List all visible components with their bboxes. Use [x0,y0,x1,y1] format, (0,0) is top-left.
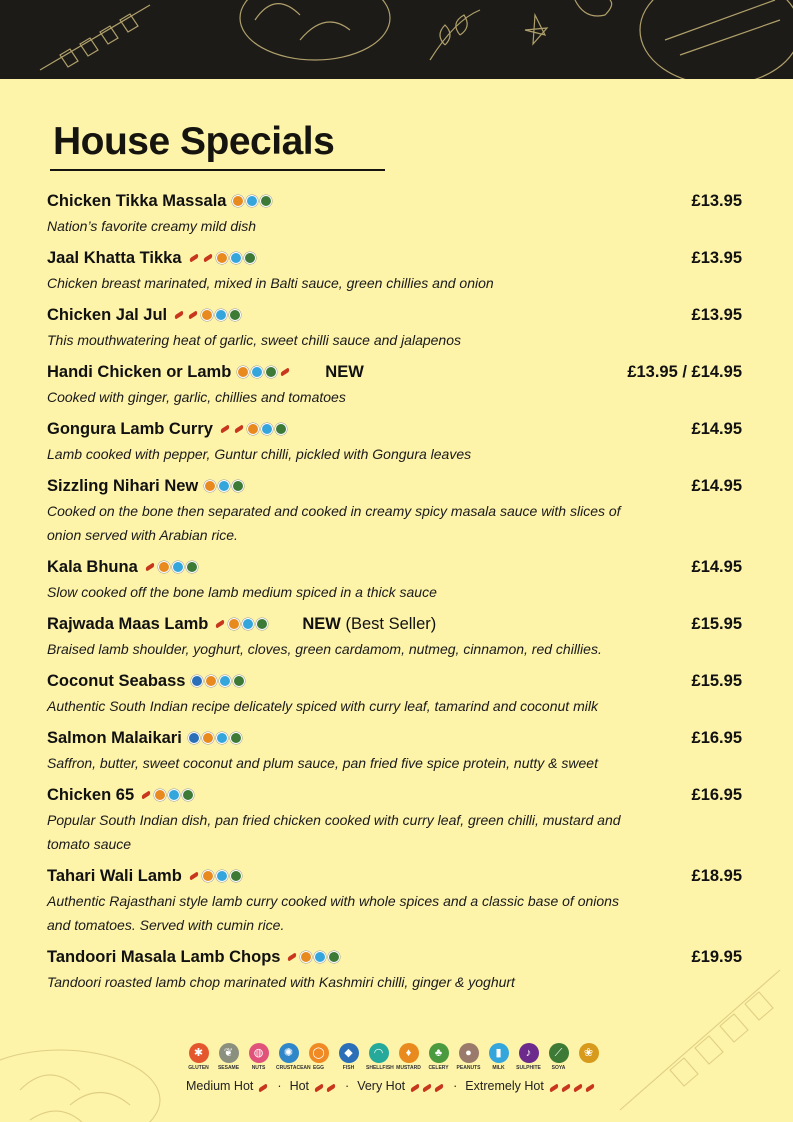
menu-item-price: £19.95 [691,948,742,966]
menu-item-name: Chicken Jal Jul [47,305,168,324]
allergen-icons-row [186,1043,610,1071]
menu-item-price: £15.95 [691,672,742,690]
menu-item-header [47,188,742,214]
soya-icon: ⟋ [549,1043,569,1063]
separator: · [277,1079,282,1093]
sesame-icon: ❦ [219,1043,239,1063]
menu-item-header [47,554,742,580]
chili-icon [314,1084,325,1093]
menu-item [47,359,742,409]
allergen-label: SOYA [551,1065,566,1071]
menu-item-tags [188,252,256,264]
menu-item-description: This mouthwatering heat of garlic, sweet chilli sauce and jalapenos [47,332,462,348]
menu-item-tags [144,561,198,573]
allergen-milk [486,1043,511,1071]
allergen-label: SESAME [217,1065,240,1071]
menu-item [47,302,742,352]
menu-item-price: £13.95 [691,249,742,267]
milk-icon [230,252,242,264]
menu-item-tags [191,675,245,687]
milk-icon [261,423,273,435]
shellfish-icon: ◠ [369,1043,389,1063]
allergen-label: SHELLFISH [366,1065,394,1071]
menu-item-description: Saffron, butter, sweet coconut and plum sauce, pan fried five spice protein, nutty & sweet [47,755,598,771]
separator: · [453,1079,458,1093]
allergen-mustard [396,1043,421,1071]
heat-level-label: Extremely Hot [465,1079,544,1093]
food-illustration-icon [0,0,793,79]
title-underline [50,169,385,171]
mustard-icon: ♦ [399,1043,419,1063]
page-title: House Specials [53,120,335,163]
milk-icon: ▮ [489,1043,509,1063]
allergen-nuts [246,1043,271,1071]
menu-item-price: £14.95 [691,558,742,576]
menu-item [47,863,742,937]
menu-item-tags [140,789,194,801]
chili-icon [188,311,199,320]
menu-item-header [47,725,742,751]
menu-item-description: Chicken breast marinated, mixed in Balti sauce, green chillies and onion [47,275,494,291]
menu-item [47,473,742,547]
new-badge [302,615,436,634]
menu-item-price: £13.95 [691,306,742,324]
soya-icon [275,423,287,435]
allergen-legend [186,1043,610,1093]
menu-item-name: Jaal Khatta Tikka [47,248,182,267]
samosa-illustration-icon [0,1030,170,1122]
menu-item-name: Salmon Malaikari [47,728,182,747]
chili-icon [141,791,152,800]
milk-icon [172,561,184,573]
allergen-label: MILK [492,1065,505,1071]
soya-icon [182,789,194,801]
milk-icon [216,732,228,744]
menu-item-name: Coconut Seabass [47,671,186,690]
egg-icon: ◯ [309,1043,329,1063]
chili-icon [234,425,245,434]
allergen-peanuts [456,1043,481,1071]
menu-item [47,725,742,775]
menu-item-header [47,668,742,694]
menu-item-description: Lamb cooked with pepper, Guntur chilli, pickled with Gongura leaves [47,446,472,462]
mustard-icon [204,480,216,492]
menu-item [47,611,742,661]
menu-item-description: Tandoori roasted lamb chop marinated with Kashmiri chilli, ginger & yoghurt [47,974,515,990]
allergen-label: NUTS [251,1065,266,1071]
allergen-fish [336,1043,361,1071]
milk-icon [218,480,230,492]
chili-icon [572,1084,583,1093]
menu-item [47,416,742,466]
heat-level-label: Hot [289,1079,310,1093]
menu-item [47,188,742,238]
menu-item-tags [204,480,244,492]
mustard-icon [202,732,214,744]
allergen-label: SULPHITE [516,1065,541,1071]
allergen-celery [426,1043,451,1071]
soya-icon [230,870,242,882]
menu-item-description: Cooked with ginger, garlic, chillies and tomatoes [47,389,346,405]
new-badge [325,363,364,382]
heat-level-chilies [257,1079,269,1093]
chili-icon [215,620,226,629]
menu-item-description: Braised lamb shoulder, yoghurt, cloves, green cardamom, nutmeg, cinnamon, red chillies. [47,641,602,657]
crustacean-icon: ✺ [279,1043,299,1063]
menu-item-tags [188,870,242,882]
chili-icon [287,953,298,962]
soya-icon [229,309,241,321]
allergen-shellfish [366,1043,394,1071]
menu-item-header [47,302,742,328]
menu-item-tags [286,951,340,963]
milk-icon [314,951,326,963]
allergen-label: GLUTEN [188,1065,209,1071]
mustard-icon [237,366,249,378]
menu-item-name: Sizzling Nihari New [47,476,199,495]
heat-level-label: Very Hot [357,1079,406,1093]
header-banner [0,0,793,79]
menu-item-tags [237,366,291,378]
menu-item-name: Handi Chicken or Lamb [47,362,232,381]
menu-item-header [47,245,742,271]
soya-icon [233,675,245,687]
menu-item-header [47,473,742,499]
allergen-label: CELERY [428,1065,449,1071]
mustard-icon [201,309,213,321]
nuts-icon: ◍ [249,1043,269,1063]
allergen-egg [306,1043,331,1071]
milk-icon [251,366,263,378]
heat-level-label: Medium Hot [186,1079,254,1093]
menu-item-price: £16.95 [691,729,742,747]
mustard-icon [216,252,228,264]
allergen-gluten [186,1043,211,1071]
chili-icon [434,1084,445,1093]
menu-item-name: Rajwada Maas Lamb [47,614,209,633]
heat-level-chilies [548,1079,596,1093]
gluten-icon: ✱ [189,1043,209,1063]
menu-item-tags [232,195,272,207]
milk-icon [215,309,227,321]
menu-item-price: £14.95 [691,420,742,438]
allergen-label: CRUSTACEAN [276,1065,311,1071]
soya-icon [244,252,256,264]
menu-item-description: Popular South Indian dish, pan fried chicken cooked with curry leaf, green chilli, mustard and tomato sauce [47,812,621,852]
menu-item-description: Slow cooked off the bone lamb medium spiced in a thick sauce [47,584,437,600]
mustard-icon [158,561,170,573]
menu-item-tags [219,423,287,435]
chili-icon [220,425,231,434]
menu-item-price: £14.95 [691,477,742,495]
allergen-crustacean [276,1043,311,1071]
fish-icon: ◆ [339,1043,359,1063]
milk-icon [242,618,254,630]
heat-level-chilies [409,1079,445,1093]
chili-icon [202,254,213,263]
peanuts-icon: ● [459,1043,479,1063]
new-label: NEW [325,362,364,381]
mustard-icon [232,195,244,207]
new-note: (Best Seller) [340,614,437,633]
milk-icon [219,675,231,687]
menu-item-header [47,863,742,889]
mustard-icon [154,789,166,801]
soya-icon [265,366,277,378]
menu-item [47,554,742,604]
chili-icon [326,1084,337,1093]
allergen-label: EGG [312,1065,325,1071]
menu-item-description: Authentic Rajasthani style lamb curry cooked with whole spices and a classic base of onions and tomatoes. Served with cumin rice. [47,893,619,933]
skewer-illustration-icon [600,960,793,1122]
allergen-sulphite [516,1043,541,1071]
lupin-icon: ❀ [579,1043,599,1063]
allergen-lupin [576,1043,601,1071]
soya-icon [232,480,244,492]
menu-item-description: Cooked on the bone then separated and cooked in creamy spicy masala sauce with slices of onion served with Arabian rice. [47,503,621,543]
celery-icon: ♣ [429,1043,449,1063]
sulphite-icon: ♪ [519,1043,539,1063]
fish-icon [188,732,200,744]
menu-item-header [47,416,742,442]
menu-item-tags [188,732,242,744]
menu-item-header [47,611,742,637]
menu-item-name: Chicken 65 [47,785,135,804]
allergen-label: MUSTARD [396,1065,421,1071]
soya-icon [186,561,198,573]
menu-item [47,782,742,856]
menu-item-header [47,359,742,385]
allergen-soya [546,1043,571,1071]
allergen-label: PEANUTS [456,1065,481,1071]
menu-item-tags [214,618,268,630]
milk-icon [246,195,258,207]
menu-item-header [47,782,742,808]
menu-item-description: Nation’s favorite creamy mild dish [47,218,257,234]
milk-icon [168,789,180,801]
new-label: NEW [302,614,341,633]
menu-item-name: Tahari Wali Lamb [47,866,182,885]
menu-item-name: Tandoori Masala Lamb Chops [47,947,281,966]
chili-icon [258,1084,269,1093]
menu-item-tags [173,309,241,321]
menu-item-name: Chicken Tikka Massala [47,191,227,210]
menu-item-price: £13.95 / £14.95 [627,363,742,381]
chili-icon [188,254,199,263]
menu-item [47,668,742,718]
chili-icon [144,563,155,572]
chili-icon [410,1084,421,1093]
soya-icon [230,732,242,744]
milk-icon [216,870,228,882]
chili-icon [422,1084,433,1093]
mustard-icon [202,870,214,882]
chili-icon [280,368,291,377]
menu-item [47,245,742,295]
menu-item-price: £18.95 [691,867,742,885]
soya-icon [260,195,272,207]
menu-item-name: Kala Bhuna [47,557,138,576]
menu-list [47,188,742,1001]
allergen-label: FISH [342,1065,355,1071]
chili-icon [188,872,199,881]
mustard-icon [247,423,259,435]
fish-icon [191,675,203,687]
heat-legend [186,1079,610,1093]
chili-icon [174,311,185,320]
allergen-label: LUPIN [581,1065,596,1071]
menu-item-description: Authentic South Indian recipe delicately spiced with curry leaf, tamarind and coconut milk [47,698,598,714]
menu-item-name: Gongura Lamb Curry [47,419,213,438]
menu-item-price: £13.95 [691,192,742,210]
soya-icon [328,951,340,963]
mustard-icon [300,951,312,963]
mustard-icon [228,618,240,630]
menu-item-price: £15.95 [691,615,742,633]
mustard-icon [205,675,217,687]
chili-icon [584,1084,595,1093]
chili-icon [560,1084,571,1093]
heat-level-chilies [313,1079,337,1093]
allergen-sesame [216,1043,241,1071]
menu-item-price: £16.95 [691,786,742,804]
soya-icon [256,618,268,630]
separator: · [345,1079,350,1093]
chili-icon [548,1084,559,1093]
